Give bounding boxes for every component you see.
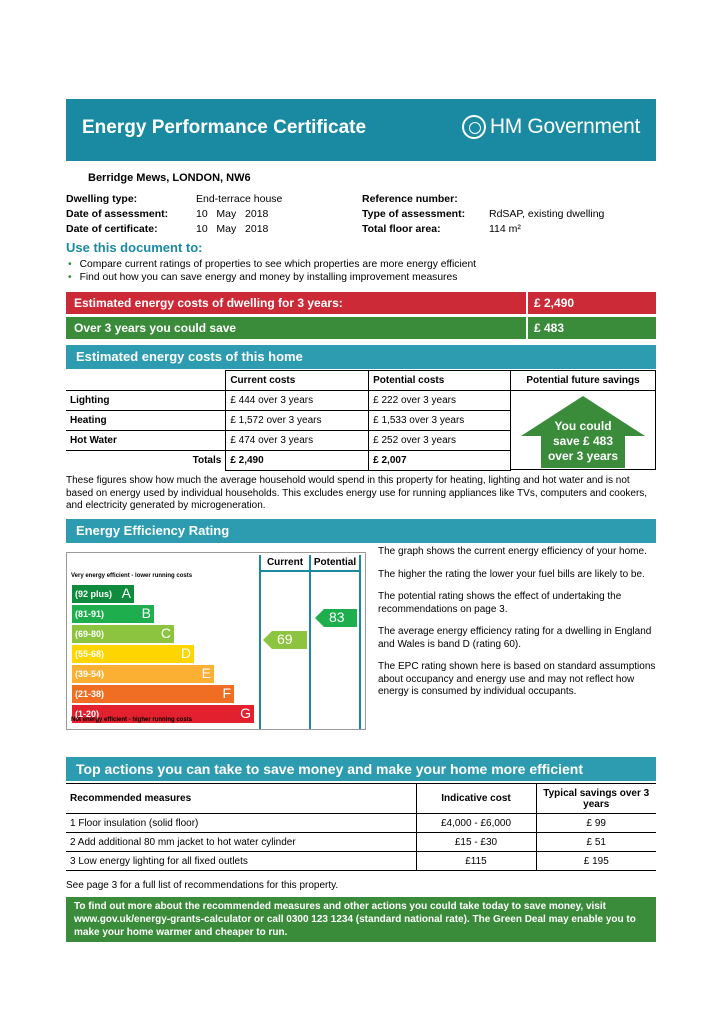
rating-band-f — [72, 685, 234, 703]
cost-item-name: Lighting — [66, 391, 226, 411]
current-rating-arrow — [263, 631, 307, 649]
action-measure: 2 Add additional 80 mm jacket to hot water cylinder — [66, 833, 416, 852]
action-saving: £ 51 — [536, 833, 656, 852]
savings-column — [511, 370, 656, 470]
totals-potential: £ 2,007 — [369, 451, 511, 471]
action-saving: £ 99 — [536, 814, 656, 833]
estimated-cost-bar — [66, 292, 656, 314]
cost-item-name: Hot Water — [66, 431, 226, 451]
estimated-cost-value: £ 2,490 — [526, 292, 656, 314]
totals-current: £ 2,490 — [226, 451, 369, 471]
costs-section-heading: Estimated energy costs of this home — [66, 345, 656, 369]
table-row — [66, 411, 511, 431]
assessment-type-label: Type of assessment: — [362, 208, 466, 220]
actions-header-saving: Typical savings over 3 years — [536, 784, 656, 814]
savings-arrow-text — [541, 419, 625, 464]
certificate-date-value: 10 May 2018 — [196, 223, 269, 235]
dwelling-type-label: Dwelling type: — [66, 193, 138, 205]
totals-row — [66, 451, 511, 471]
costs-header-blank — [66, 371, 226, 391]
saving-value: £ 483 — [526, 317, 656, 339]
assessment-date-value: 10 May 2018 — [196, 208, 269, 220]
costs-header-current: Current costs — [226, 371, 369, 391]
efficiency-paragraph: The EPC rating shown here is based on standard assumptions about occupancy and energy use and may not reflect how energy is consumed by individual occupants. — [378, 661, 656, 697]
bullet-item: • Find out how you can save energy and money by installing improvement measures — [68, 271, 476, 284]
green-deal-footer: To find out more about the recommended measures and other actions you could take today to save money, visit www.gov.uk/energy-grants-calculator or call 0300 123 1234 (standard national rate). The Green Deal may enable you to make your home warmer and cheaper to run. — [66, 897, 656, 942]
cost-item-name: Heating — [66, 411, 226, 431]
table-row — [66, 431, 511, 451]
efficiency-paragraph: The graph shows the current energy efficiency of your home. — [378, 546, 647, 557]
see-page-note: See page 3 for a full list of recommendations for this property. — [66, 880, 339, 891]
efficiency-text — [378, 546, 656, 699]
rating-band-b — [72, 605, 154, 623]
certificate-date-label: Date of certificate: — [66, 223, 158, 235]
efficiency-paragraph: The average energy efficiency rating for a dwelling in England and Wales is band D (rating 60). — [378, 626, 652, 650]
rating-band-a — [72, 585, 134, 603]
efficiency-paragraph: The higher the rating the lower your fuel bills are likely to be. — [378, 568, 645, 580]
reference-number-label: Reference number: — [362, 193, 458, 205]
efficiency-chart — [66, 552, 366, 730]
costs-header-potential: Potential costs — [369, 371, 511, 391]
cost-current: £ 474 over 3 years — [226, 431, 369, 451]
action-measure: 3 Low energy lighting for all fixed outlets — [66, 852, 416, 871]
action-measure: 1 Floor insulation (solid floor) — [66, 814, 416, 833]
potential-rating-arrow — [315, 609, 357, 627]
costs-table — [66, 370, 511, 471]
use-document-heading: Use this document to: — [66, 240, 203, 255]
rating-band-d — [72, 645, 194, 663]
actions-header-measures: Recommended measures — [66, 784, 416, 814]
assessment-date-label: Date of assessment: — [66, 208, 169, 220]
potential-column-header: Potential — [311, 555, 359, 572]
band-range: (81-91) — [75, 609, 105, 619]
band-range: (55-68) — [75, 649, 105, 659]
band-letter: F — [222, 685, 231, 701]
details-left — [66, 192, 356, 237]
band-letter: B — [141, 605, 151, 621]
actions-table — [66, 783, 656, 871]
saving-bar — [66, 317, 656, 339]
royal-crest-icon — [462, 115, 486, 139]
band-letter: G — [240, 705, 251, 721]
table-row — [66, 852, 656, 871]
band-letter: E — [201, 665, 211, 681]
costs-note: These figures show how much the average household would spend in this property for heating, lighting and hot water and is not based on energy used by individual households. This excludes energy use for running appliances like TVs, computers and cookers, and electricity generated by microgeneration. — [66, 475, 648, 511]
estimated-cost-label: Estimated energy costs of dwelling for 3 years: — [74, 296, 343, 310]
savings-arrow-line: save £ 483 — [552, 434, 614, 448]
saving-label: Over 3 years you could save — [74, 321, 237, 335]
rating-band-e — [72, 665, 214, 683]
actions-section-heading: Top actions you can take to save money and make your home more efficient — [66, 757, 656, 781]
cost-current: £ 1,572 over 3 years — [226, 411, 369, 431]
potential-column — [311, 555, 361, 729]
cost-current: £ 444 over 3 years — [226, 391, 369, 411]
inefficient-note: Not energy efficient - higher running costs — [71, 717, 193, 723]
rating-band-c — [72, 625, 174, 643]
band-range: (21-38) — [75, 689, 105, 699]
savings-arrow-line: over 3 years — [547, 449, 619, 463]
hm-government-logo — [462, 115, 640, 139]
floor-area-value: 114 m² — [489, 223, 521, 235]
bullet-item: • Compare current ratings of properties to see which properties are more energy efficient — [68, 258, 476, 271]
band-letter: D — [180, 645, 191, 661]
action-saving: £ 195 — [536, 852, 656, 871]
savings-arrow-line: You could — [554, 419, 612, 433]
current-rating-value: 69 — [277, 631, 293, 647]
header-banner — [66, 99, 656, 161]
band-range: (1-20) — [75, 709, 100, 719]
details-right — [362, 192, 656, 237]
actions-header-cost: Indicative cost — [416, 784, 536, 814]
cost-potential: £ 252 over 3 years — [369, 431, 511, 451]
action-cost: £15 - £30 — [416, 833, 536, 852]
property-address: Berridge Mews, LONDON, NW6 — [88, 172, 251, 184]
efficiency-section-heading: Energy Efficiency Rating — [66, 519, 656, 543]
assessment-type-value: RdSAP, existing dwelling — [489, 208, 605, 220]
band-range: (92 plus) — [75, 589, 113, 599]
table-row — [66, 814, 656, 833]
efficiency-paragraph: The potential rating shows the effect of undertaking the recommendations on page 3. — [378, 591, 622, 615]
current-column-header: Current — [261, 555, 309, 572]
efficient-note: Very energy efficient - lower running costs — [71, 573, 193, 579]
document-title: Energy Performance Certificate — [82, 117, 367, 138]
floor-area-label: Total floor area: — [362, 223, 441, 235]
costs-header-savings: Potential future savings — [511, 371, 655, 391]
band-letter: C — [160, 625, 171, 641]
cost-potential: £ 1,533 over 3 years — [369, 411, 511, 431]
table-row — [66, 391, 511, 411]
band-range: (69-80) — [75, 629, 105, 639]
action-cost: £4,000 - £6,000 — [416, 814, 536, 833]
dwelling-type-value: End-terrace house — [196, 193, 283, 205]
totals-label: Totals — [66, 451, 226, 471]
use-bullets — [68, 258, 476, 284]
cost-potential: £ 222 over 3 years — [369, 391, 511, 411]
potential-rating-value: 83 — [329, 609, 345, 625]
action-cost: £115 — [416, 852, 536, 871]
band-range: (39-54) — [75, 669, 105, 679]
table-row — [66, 833, 656, 852]
government-name: HM Government — [489, 115, 640, 138]
band-letter: A — [121, 585, 131, 601]
